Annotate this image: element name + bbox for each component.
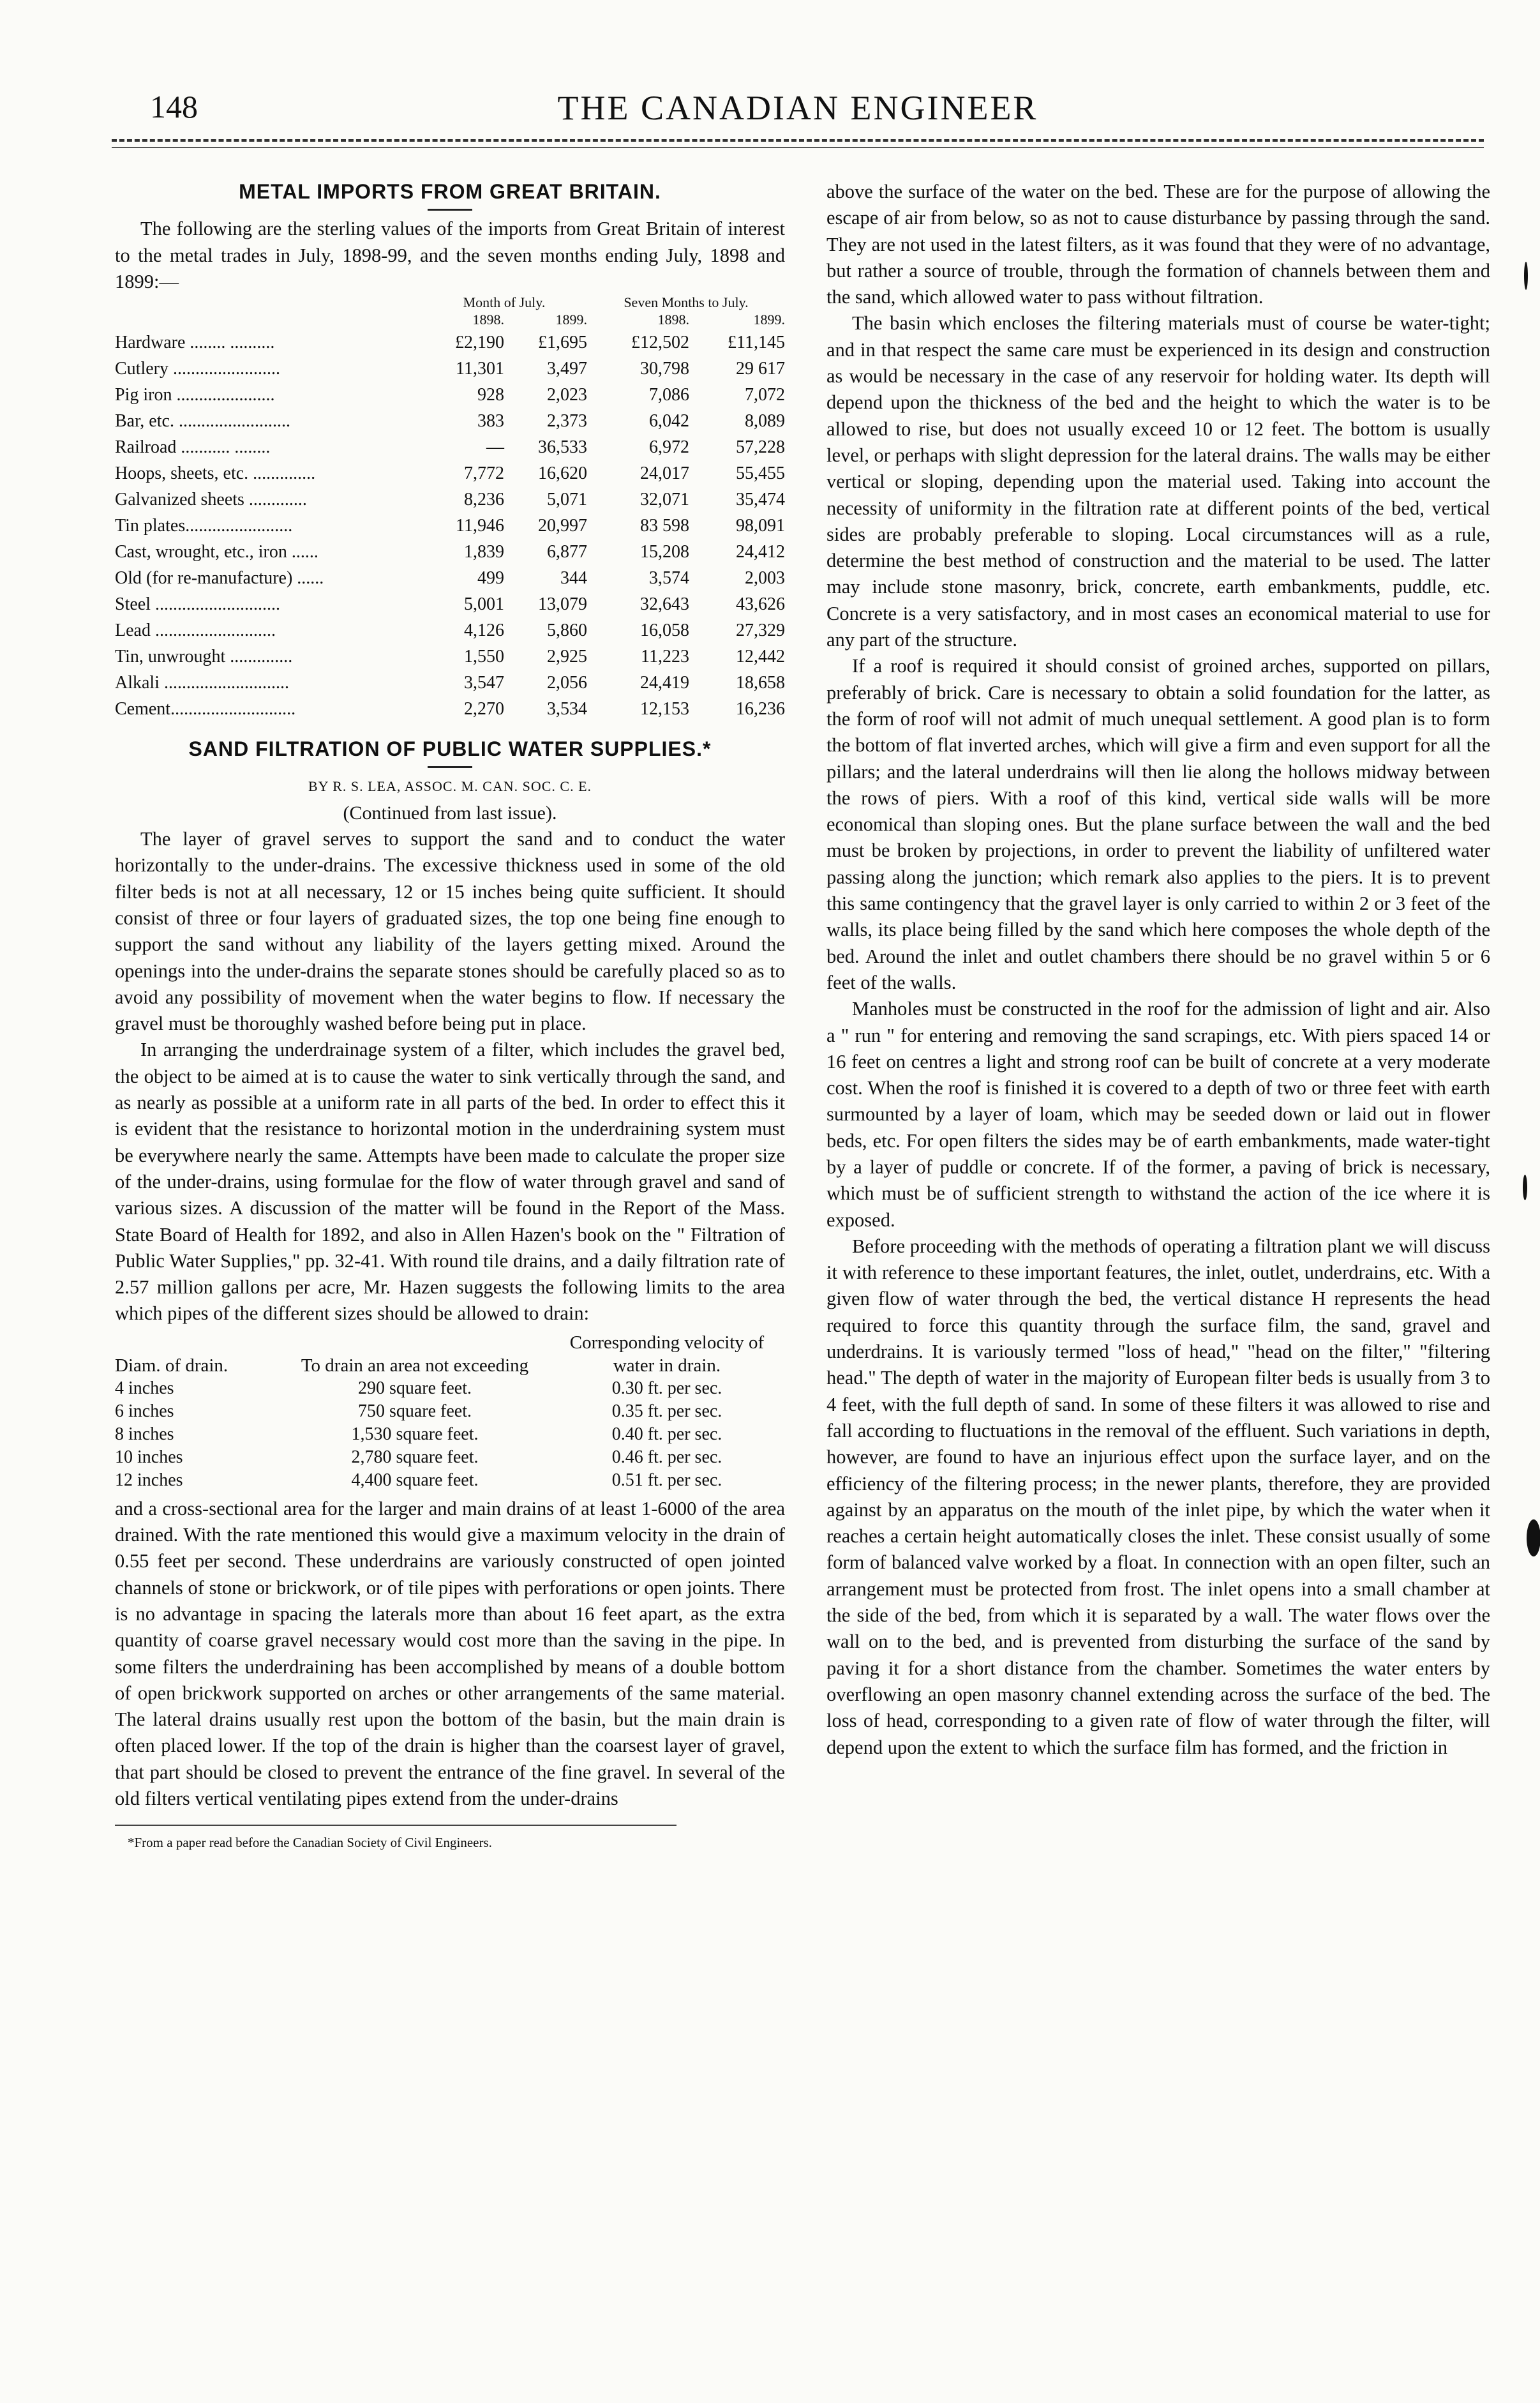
drain-diameter: 10 inches [115, 1447, 183, 1467]
drain-col-area: To drain an area not exceeding [301, 1355, 529, 1376]
import-value: 7,772 [464, 463, 504, 484]
table-row [115, 1400, 785, 1423]
import-item-name: Cutlery ........................ [115, 359, 280, 379]
table-row [115, 539, 785, 565]
import-value: 55,455 [736, 463, 785, 484]
table-row [115, 356, 785, 382]
import-value: 8,089 [745, 411, 785, 432]
import-item-name: Tin plates........................ [115, 516, 293, 536]
journal-title: THE CANADIAN ENGINEER [557, 89, 1038, 127]
metal-imports-intro: The following are the sterling values of the imports from Great Britain of interest to the metal trades in July, 1898-99, and the seven months ending July, 1898 and 1899:— [115, 218, 785, 292]
import-value: 5,860 [547, 621, 587, 641]
import-value: 499 [477, 568, 504, 589]
footnote: *From a paper read before the Canadian Society of Civil Engineers. [115, 1825, 677, 1856]
table-group-header [115, 295, 785, 310]
scan-margin-mark [1524, 262, 1528, 290]
table-row [115, 644, 785, 670]
drain-size-table [115, 1331, 785, 1492]
import-value: 383 [477, 411, 504, 432]
table-row [115, 696, 785, 722]
year-header: 1898. [657, 312, 689, 328]
paragraph: If a roof is required it should consist of groined arches, supported on pillars, preferably of brick. Care is necessary to obtain a solid foundation for the latter, as the form of roof will not admit of much unequal settlement. A good plan is to form the bottom of flat inverted arches, which will give a firm and even support for all the pillars; and the lateral underdrains will then lie along the hollows midway between the rows of piers. With a roof of this kind, vertical side walls will be more economical than sloping ones. But the plane surface between the wall and the bed must be broken by projections, in order to prevent the liability of unfiltered water passing along the junction; which remark also applies to the piers. It is to prevent this same contingency that the gravel layer is only carried to within 2 or 3 feet of the walls, its place being filled by the sand which here composes the whole depth of the bed. Around the inlet and outlet chambers there should be no gravel within 5 or 6 feet of the walls. [826, 655, 1490, 993]
import-value: 3,534 [547, 699, 587, 719]
import-item-name: Cement............................ [115, 699, 296, 719]
drain-velocity: 0.51 ft. per sec. [611, 1470, 722, 1490]
year-header: 1899. [753, 312, 785, 328]
table-row [115, 670, 785, 696]
import-value: 32,071 [640, 490, 689, 510]
drain-diameter: 6 inches [115, 1401, 174, 1421]
import-value: 16,058 [640, 621, 689, 641]
import-item-name: Pig iron ...................... [115, 385, 275, 405]
drain-diameter: 12 inches [115, 1470, 183, 1490]
import-value: 3,497 [547, 359, 587, 379]
import-value: 2,023 [547, 385, 587, 405]
import-value: 8,236 [464, 490, 504, 510]
import-value: 57,228 [736, 437, 785, 458]
drain-velocity: 0.46 ft. per sec. [611, 1447, 722, 1467]
continued-note: (Continued from last issue). [343, 802, 557, 824]
year-header: 1898. [472, 312, 504, 328]
table-row [115, 329, 785, 356]
import-value: 29 617 [736, 359, 785, 379]
import-item-name: Galvanized sheets ............. [115, 490, 307, 510]
drain-diameter: 8 inches [115, 1424, 174, 1444]
table-row [115, 617, 785, 644]
import-value: 24,412 [736, 542, 785, 562]
import-value: 16,236 [736, 699, 785, 719]
drain-table-header [115, 1331, 785, 1377]
import-value: 12,153 [640, 699, 689, 719]
paragraph: above the surface of the water on the bed. These are for the purpose of allowing the escape of air from below, so as not to cause disturbance by passing through the sand. They are not used in the latest filters, as it was found that they were of no advantage, but rather a source of trouble, through the formation of channels between them and the sand, which allowed water to pass without filtration. [826, 181, 1490, 308]
import-value: 43,626 [736, 594, 785, 615]
import-value: 1,839 [464, 542, 504, 562]
import-value: 20,997 [538, 516, 587, 536]
scan-margin-mark [1527, 1519, 1540, 1556]
import-value: £1,695 [538, 333, 587, 353]
drain-area: 290 square feet. [357, 1378, 472, 1398]
import-item-name: Cast, wrought, etc., iron ...... [115, 542, 318, 562]
paragraph: The basin which encloses the filtering materials must of course be water-tight; and in that respect the same care must be experienced in its design and construction as would be necessary in the case of any reservoir for holding water. Its depth will depend upon the thickness of the bed and the height to which the water is to be allowed to rise, but does not usually exceed 10 or 12 feet. The bottom is usually level, or perhaps with slight depression for the lateral drains. The walls may be either vertical or sloping, depending upon the material used. Taking into account the necessity of uniformity in the filtration rate at different points of the bed, vertical sides are probably preferable to sloping. Local circumstances will as a rule, determine the best method of construction and the material to be used. The latter may include stone masonry, brick, concrete, earth embankments, puddle, etc. Concrete is a very satisfactory, and in most cases an economical material to use for any part of the structure. [826, 312, 1490, 651]
table-row [115, 591, 785, 617]
import-value: 11,223 [641, 647, 689, 667]
table-row [115, 565, 785, 591]
import-value: 13,079 [538, 594, 587, 615]
byline: BY R. S. LEA, ASSOC. M. CAN. SOC. C. E. [308, 778, 592, 795]
import-item-name: Hardware ........ .......... [115, 333, 275, 353]
import-value: 7,086 [649, 385, 689, 405]
page-number: 148 [150, 89, 198, 124]
drain-velocity: 0.30 ft. per sec. [611, 1378, 722, 1398]
left-column [115, 179, 785, 1857]
drain-area: 1,530 square feet. [351, 1424, 479, 1444]
table-row [115, 1469, 785, 1492]
import-value: 2,925 [547, 647, 587, 667]
import-value: 3,547 [464, 673, 504, 693]
import-value: 3,574 [649, 568, 689, 589]
import-value: 2,056 [547, 673, 587, 693]
metal-imports-table [115, 295, 785, 722]
import-value: 5,071 [547, 490, 587, 510]
paragraph: Before proceeding with the methods of operating a filtration plant we will discuss it with reference to these important features, the inlet, outlet, underdrains, etc. With a given flow of water through the bed, the vertical distance H represents the head required to force this quantity through the surface film, the sand, gravel and underdrains. It is variously termed "loss of head," "head on the filter," "filtering head." The depth of water in the majority of European filter beds is usually from 3 to 4 feet, with the full depth of sand. In some of these filters it was allowed to rise and fall according to fluctuations in the removal of the effluent. Such variations in depth, however, are found to have an injurious effect upon the surface layer, and on the efficiency of the filtering process; in the newer plants, therefore, they are provided against by an apparatus on the mouth of the inlet pipe, by which the water when it reaches a certain height automatically closes the inlet. These consist usually of some form of balanced valve worked by a float. In connection with an open filter, such an arrangement must be protected from frost. The inlet opens into a small chamber at the side of the bed, from which it is separated by a wall. The water flows over the wall on to the bed, and is prevented from disturbing the surface of the sand by paving it for a short distance from the chamber. Sometimes the water enters by overflowing an open masonry channel extending across the surface of the bed. The loss of head, corresponding to a given rate of flow of water through the filter, will depend upon the extent to which the surface film has formed, and the friction in [826, 1235, 1490, 1758]
import-item-name: Lead ........................... [115, 621, 276, 641]
import-value: 24,419 [640, 673, 689, 693]
import-value: 36,533 [538, 437, 587, 458]
paragraph: The layer of gravel serves to support the sand and to conduct the water horizontally to the under-drains. The excessive thickness used in some of the old filter beds is not at all necessary, 12 or 15 inches being quite sufficient. It should consist of three or four layers of graduated sizes, the top one being fine enough to support the sand without any liability of the layers getting mixed. Around the openings into the under-drains the separate stones should be carefully placed so as to avoid any possibility of movement when the water begins to flow. If necessary the gravel must be thoroughly washed before being put in place. [115, 828, 785, 1035]
table-row [115, 1377, 785, 1400]
import-value: 32,643 [640, 594, 689, 615]
drain-area: 750 square feet. [357, 1401, 472, 1421]
import-value: 6,877 [547, 542, 587, 562]
import-value: 15,208 [640, 542, 689, 562]
table-row [115, 382, 785, 408]
import-value: 12,442 [736, 647, 785, 667]
drain-col-velocity: Corresponding velocity of water in drain. [569, 1332, 765, 1376]
import-value: 2,373 [547, 411, 587, 432]
import-value: 98,091 [736, 516, 785, 536]
header-rule [112, 139, 1484, 142]
import-value: 16,620 [538, 463, 587, 484]
header-rule-thin [112, 147, 1484, 148]
import-value: 6,042 [649, 411, 689, 432]
page-header [112, 88, 1484, 133]
table-row [115, 460, 785, 486]
drain-area: 2,780 square feet. [351, 1447, 479, 1467]
import-value: 35,474 [736, 490, 785, 510]
import-value: £12,502 [631, 333, 689, 353]
import-value: — [486, 437, 504, 458]
import-value: 344 [560, 568, 587, 589]
drain-diameter: 4 inches [115, 1378, 174, 1398]
drain-velocity: 0.35 ft. per sec. [611, 1401, 722, 1421]
paragraph: In arranging the underdrainage system of a filter, which includes the gravel bed, the object to be aimed at is to cause the water to sink vertically through the sand, and as nearly as possible at a uniform rate in all parts of the bed. In order to effect this it is evident that the resistance to horizontal motion in the underdraining system must be everywhere nearly the same. Attempts have been made to calculate the proper size of the under-drains, using formulae for the flow of water through gravel and sand of various sizes. A discussion of the matter will be found in the Report of the Mass. State Board of Health for 1892, and also in Allen Hazen's book on the " Filtration of Public Water Supplies," pp. 32-41. With round tile drains, and a daily filtration rate of 2.57 million gallons per acre, Mr. Hazen suggests the following limits to the area which pipes of the different sizes should be allowed to drain: [115, 1039, 785, 1325]
title-rule [428, 766, 472, 768]
import-item-name: Bar, etc. ......................... [115, 411, 290, 432]
import-value: 928 [477, 385, 504, 405]
import-value: 27,329 [736, 621, 785, 641]
table-row [115, 408, 785, 434]
paragraph: and a cross-sectional area for the larger and main drains of at least 1-6000 of the area drained. With the rate mentioned this would give a maximum velocity in the drain of 0.55 feet per second. These underdrains are variously constructed of open jointed channels of stone or brickwork, or of tile pipes with perforations or open joints. There is no advantage in spacing the laterals more than about 16 feet apart, as the extra quantity of coarse gravel necessary would cost more than the saving in the pipe. In some filters the underdraining has been accomplished by means of a double bottom of open brickwork supported on arches or other arrangements of the same material. The lateral drains usually rest upon the bottom of the basin, but the main drain is often placed lower. If the top of the drain is higher than the coarsest layer of gravel, that part should be closed to prevent the entrance of the fine gravel. In several of the old filters vertical ventilating pipes extend from the under-drains [115, 1497, 785, 1809]
table-row [115, 434, 785, 460]
paragraph: Manholes must be constructed in the roof for the admission of light and air. Also a " run " for entering and removing the sand scrapings, etc. With piers spaced 14 or 16 feet on centres a light and strong roof can be built of concrete at a very moderate cost. When the roof is finished it is covered to a depth of two or three feet with earth surmounted by a layer of loam, which may be seeded down or laid out in flower beds, etc. For open filters the sides may be of earth embankments, made water-tight by a layer of puddle or concrete. If of the former, a paving of brick is necessary, which must be of sufficient strength to withstand the action of the ice where it is exposed. [826, 998, 1490, 1231]
right-column [826, 179, 1490, 1761]
table-row [115, 513, 785, 539]
title-rule [428, 209, 472, 211]
import-value: 2,270 [464, 699, 504, 719]
import-value: 24,017 [640, 463, 689, 484]
import-value: £2,190 [455, 333, 504, 353]
scan-margin-mark [1523, 1175, 1527, 1200]
import-value: 83 598 [640, 516, 689, 536]
col-group-month: Month of July. [463, 294, 546, 311]
import-item-name: Tin, unwrought .............. [115, 647, 293, 667]
drain-col-diameter: Diam. of drain. [115, 1355, 228, 1376]
drain-area: 4,400 square feet. [351, 1470, 479, 1490]
import-value: 11,946 [456, 516, 504, 536]
import-value: 4,126 [464, 621, 504, 641]
table-row [115, 486, 785, 513]
import-item-name: Steel ............................ [115, 594, 280, 615]
import-value: 11,301 [456, 359, 504, 379]
import-item-name: Alkali ............................ [115, 673, 289, 693]
table-row [115, 1446, 785, 1469]
import-value: 6,972 [649, 437, 689, 458]
import-value: 18,658 [736, 673, 785, 693]
col-group-seven-months: Seven Months to July. [624, 294, 749, 311]
import-item-name: Old (for re-manufacture) ...... [115, 568, 324, 589]
year-header: 1899. [555, 312, 587, 328]
table-year-header [115, 310, 785, 329]
import-value: 30,798 [640, 359, 689, 379]
sand-filtration-title: SAND FILTRATION OF PUBLIC WATER SUPPLIES.* [188, 737, 712, 761]
import-item-name: Hoops, sheets, etc. .............. [115, 463, 316, 484]
import-value: 5,001 [464, 594, 504, 615]
table-row [115, 1423, 785, 1446]
import-value: 1,550 [464, 647, 504, 667]
import-value: 7,072 [745, 385, 785, 405]
import-value: £11,145 [728, 333, 785, 353]
import-value: 2,003 [745, 568, 785, 589]
import-item-name: Railroad ........... ........ [115, 437, 271, 458]
metal-imports-title: METAL IMPORTS FROM GREAT BRITAIN. [239, 180, 661, 203]
drain-velocity: 0.40 ft. per sec. [611, 1424, 722, 1444]
